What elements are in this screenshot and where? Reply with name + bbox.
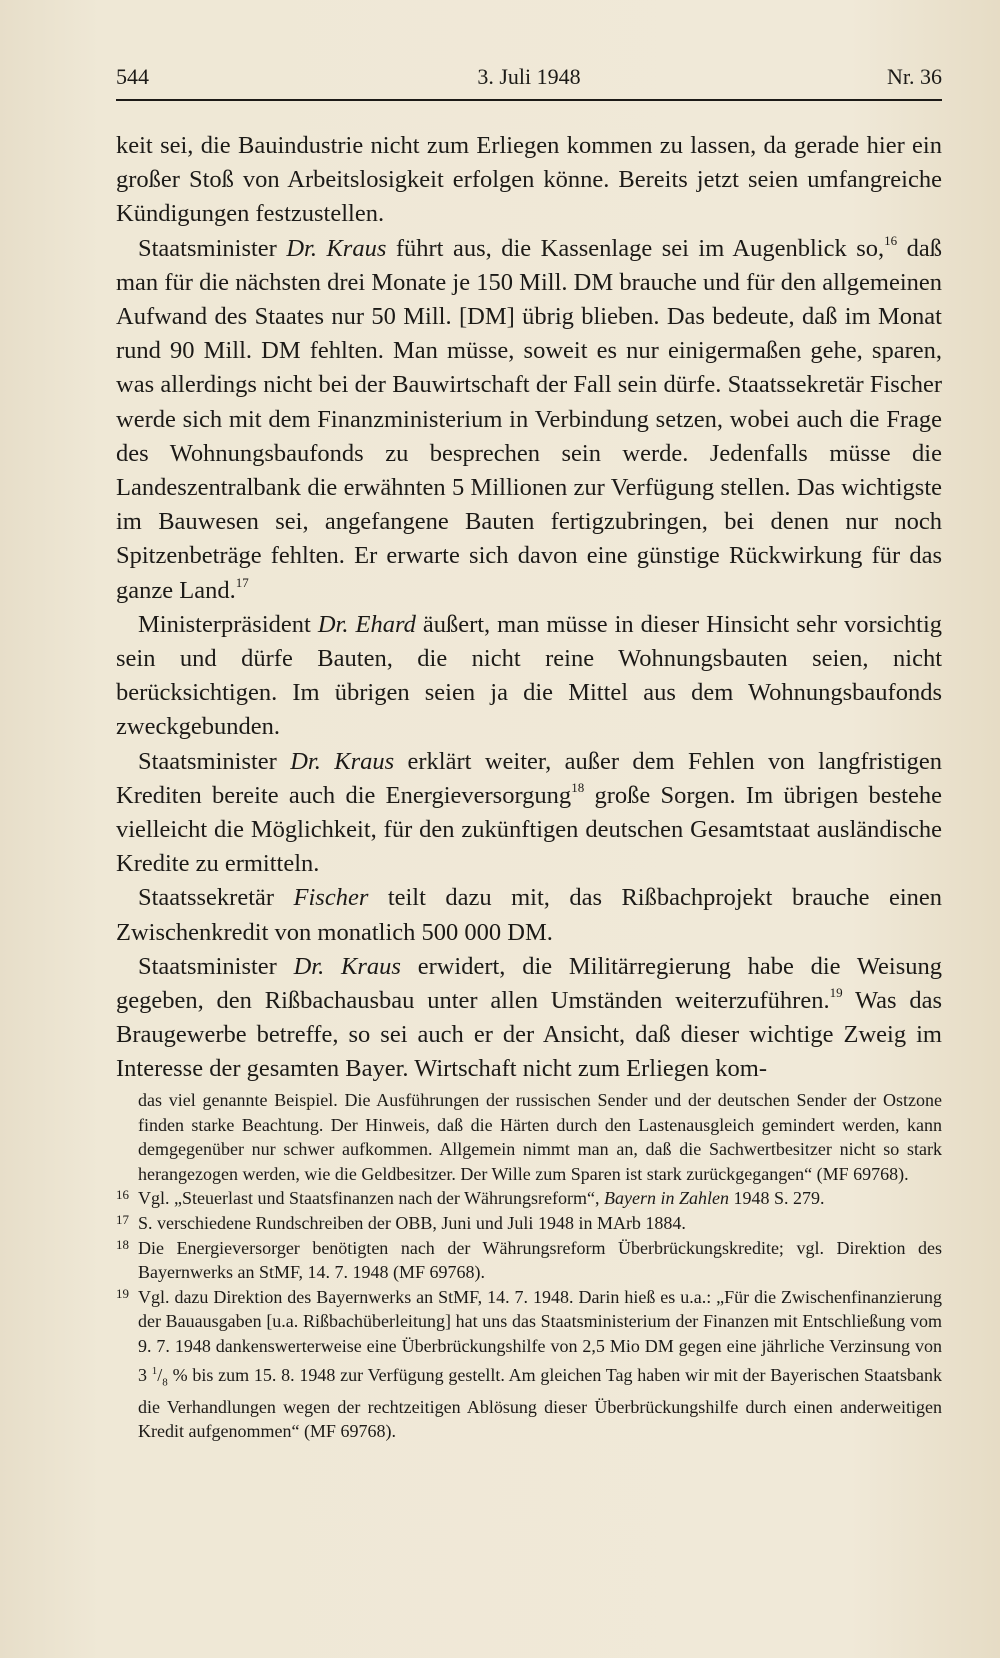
- footnote-number: 19: [116, 1285, 129, 1301]
- interest-fraction: $^1/_8$: [151, 1364, 168, 1389]
- main-text: [116, 129, 942, 1087]
- footnote-number: 17: [116, 1211, 129, 1227]
- paragraph: [116, 881, 942, 949]
- footnote-text: S. verschiedene Rundschreiben der OBB, Juni und Juli 1948 in MArb 1884.: [138, 1212, 686, 1233]
- paragraph: [116, 608, 942, 745]
- running-header: [116, 60, 942, 94]
- footnote-text: [138, 1285, 942, 1444]
- speaker-name: Dr. Kraus: [290, 747, 395, 775]
- footnote-text-part: % bis zum 15. 8. 1948 zur Verfügung gestellt. Am gleichen Tag haben wir mit der Bayerischen Staatsbank die Verhandlungen wegen der rechtzeitigen Ablösung dieser Überbrückungshilfe durch einen anderweitigen Kredit aufgenommen“ (MF 69768).: [138, 1364, 943, 1442]
- paragraph: [116, 129, 942, 232]
- footnote-17: [116, 1211, 942, 1236]
- speaker-title: Staatsminister: [138, 952, 294, 980]
- footnote-ref[interactable]: 18: [571, 779, 585, 795]
- speaker-title: Ministerpräsident: [138, 610, 318, 638]
- fraction-numerator: 1: [151, 1364, 158, 1377]
- footnote-19: [116, 1285, 942, 1444]
- speaker-title: Staatssekretär: [138, 884, 294, 912]
- issue-number: Nr. 36: [887, 64, 942, 89]
- paragraph: [116, 950, 942, 1087]
- footnote-number: 16: [116, 1187, 129, 1203]
- paragraph-text: teilt dazu mit, das Rißbachprojekt brauche einen Zwischenkredit von monatlich 500 000 DM.: [116, 884, 942, 946]
- header-rule: [116, 99, 942, 101]
- footnote-ref[interactable]: 19: [829, 985, 843, 1001]
- paragraph-text: äußert, man müsse in dieser Hinsicht sehr vorsichtig sein und dürfe Bauten, die nicht reine Wohnungsbauten seien, nicht berücksichtigen. Im übrigen seien ja die Mittel aus dem Wohnungsbaufonds zweckgebunden.: [116, 610, 943, 741]
- speaker-name: Dr. Ehard: [317, 610, 416, 638]
- speaker-name: Dr. Kraus: [293, 952, 401, 980]
- page-number: 544: [116, 64, 149, 89]
- paragraph-text: große Sorgen. Im übrigen bestehe vielleicht die Möglichkeit, für den zukünftigen deutschen Gesamtstaat ausländische Kredite zu ermitteln.: [116, 781, 942, 878]
- paragraph: [116, 745, 942, 882]
- paragraph-text: erwidert, die Militärregierung habe die Weisung gegeben, den Rißbachausbau unter allen Umständen weiterzuführen.: [116, 952, 942, 1015]
- footnote-ref[interactable]: 17: [235, 574, 249, 590]
- footnote-16: [116, 1186, 942, 1211]
- footnote-18: [116, 1236, 942, 1285]
- footnote-text-part: 1948 S. 279.: [729, 1188, 825, 1209]
- speaker-name: Dr. Kraus: [286, 234, 387, 262]
- footnotes: [116, 1088, 942, 1444]
- footnote-text-part: Vgl. dazu Direktion des Bayernwerks an StMF, 14. 7. 1948. Darin hieß es u.a.: „Für die Zwischenfinanzierung der Bauausgaben [u.a. Rißbachüberleitung] hat uns das Staatsministerium der Finanzen mit Entschließung vom 9. 7. 1948 dankenswerterweise eine Überbrückungshilfe von 2,5 Mio DM gegen eine jährliche Verzinsung von 3: [138, 1286, 942, 1385]
- paragraph-text: keit sei, die Bauindustrie nicht zum Erliegen kommen zu lassen, da gerade hier ein großer Stoß von Arbeitslosigkeit erfolgen könne. Bereits jetzt seien umfangreiche Kündigungen festzustellen.: [116, 132, 942, 228]
- footnote-text-part: Vgl. „Steuerlast und Staatsfinanzen nach der Währungsreform“,: [138, 1188, 605, 1209]
- speaker-title: Staatsminister: [138, 234, 287, 262]
- speaker-name: Fischer: [293, 884, 369, 912]
- footnote-text: [138, 1186, 942, 1211]
- paragraph-text: daß man für die nächsten drei Monate je 150 Mill. DM brauche und für den allgemeinen Aufwand des Staates nur 50 Mill. [DM] übrig blieben. Das bedeute, daß im Monat rund 90 Mill. DM fehlten. Man müsse, soweit es nur einigermaßen gehe, sparen, was allerdings nicht bei der Bauwirtschaft der Fall sein dürfe. Staatssekretär Fischer werde sich mit dem Finanzministerium in Verbindung setzen, wobei auch die Frage des Wohnungsbaufonds zu besprechen sein werde. Jedenfalls müsse die Landeszentralbank die erwähnten 5 Millionen zur Verfügung stellen. Das wichtigste im Bauwesen sei, angefangene Bauten fertigzubringen, bei denen nur noch Spitzenbeträge fehlten. Er erwarte sich davon eine günstige Rückwirkung für das ganze Land.: [116, 234, 942, 604]
- footnote-ref[interactable]: 16: [884, 232, 898, 248]
- footnote-text: Die Energieversorger benötigten nach der Währungsreform Überbrückungskredite; vgl. Direktion des Bayernwerks an StMF, 14. 7. 1948 (MF 69768).: [138, 1237, 942, 1283]
- paragraph: [116, 232, 942, 608]
- footnote-continuation: das viel genannte Beispiel. Die Ausführungen der russischen Sender und der deutschen Sender der Ostzone finden starke Beachtung. Der Hinweis, daß die Härten durch den Lastenausgleich gemindert werden, kann demgegenüber nur schwer aufkommen. Allgemein nimmt man an, daß die Sachwertbesitzer nicht so stark herangezogen werden, wie die Geldbesitzer. Der Wille zum Sparen ist stark zurückgegangen“ (MF 69768).: [138, 1090, 942, 1184]
- paragraph-text: führt aus, die Kassenlage sei im Augenblick so,: [386, 234, 885, 262]
- fraction-denominator: 8: [162, 1376, 168, 1389]
- speaker-title: Staatsminister: [138, 747, 291, 775]
- publication-title: Bayern in Zahlen: [604, 1188, 729, 1209]
- paragraph-text: erklärt weiter, außer dem Fehlen von langfristigen Krediten bereite auch die Energieversorgung: [116, 747, 942, 809]
- header-date: 3. Juli 1948: [477, 64, 581, 89]
- paragraph-text: Was das Braugewerbe betreffe, so sei auch er der Ansicht, daß dieser wichtige Zweig im Interesse der gesamten Bayer. Wirtschaft nicht zum Erliegen kom-: [116, 987, 942, 1083]
- footnote-number: 18: [116, 1236, 129, 1252]
